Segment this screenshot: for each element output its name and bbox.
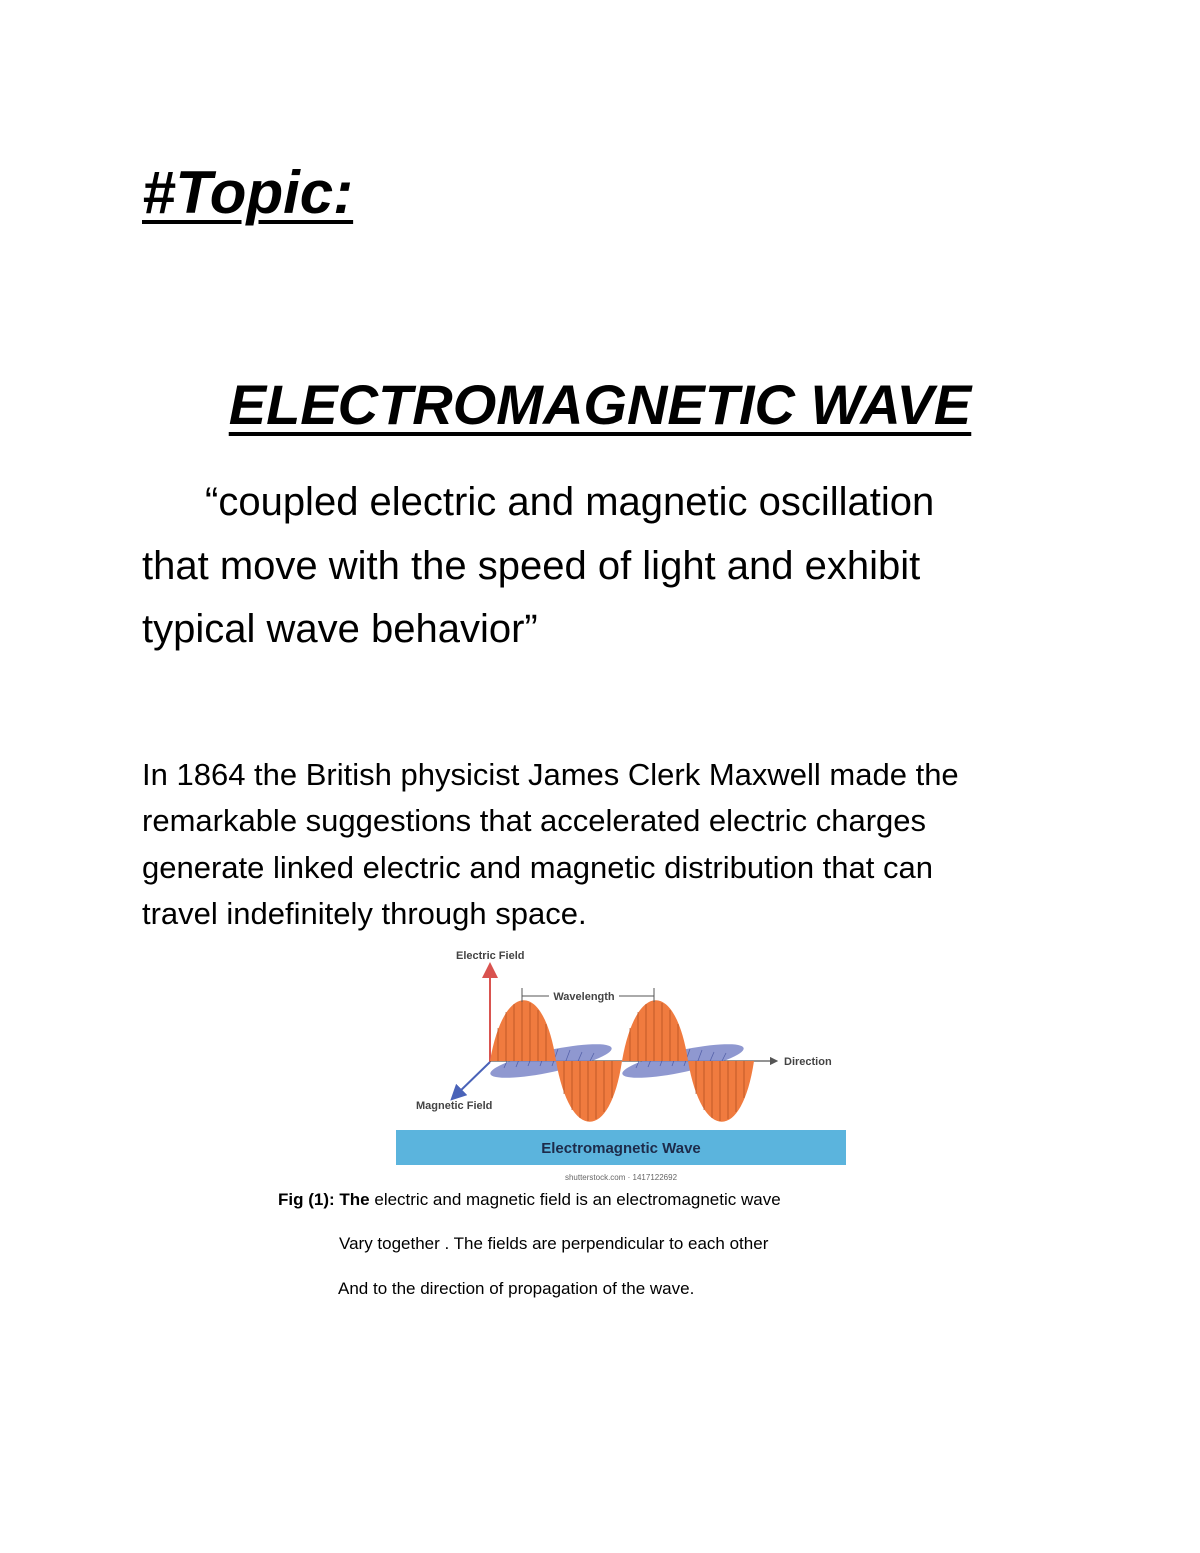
figure-caption-line-1	[278, 1191, 781, 1208]
caption-lead: The	[339, 1190, 370, 1209]
em-wave-figure	[394, 940, 854, 1188]
magnetic-field-arrow	[456, 1062, 490, 1095]
electric-wave	[490, 1000, 754, 1122]
topic-heading: #Topic:	[142, 159, 354, 226]
paragraph-line-3: generate linked electric and magnetic distribution that can	[142, 850, 933, 885]
electric-field-label: Electric Field	[456, 950, 525, 962]
magnetic-field-label: Magnetic Field	[416, 1100, 493, 1112]
definition-line-1: “coupled electric and magnetic oscillation	[205, 480, 935, 524]
wavelength-label: Wavelength	[553, 991, 615, 1003]
paragraph-line-1: In 1864 the British physicist James Clerk Maxwell made the	[142, 757, 959, 792]
em-wave-diagram	[394, 940, 854, 1188]
figure-caption-line-3: And to the direction of propagation of the wave.	[338, 1279, 695, 1298]
page-title: ELECTROMAGNETIC WAVE	[228, 373, 972, 436]
definition-line-3: typical wave behavior”	[142, 607, 538, 651]
caption-label: Fig (1):	[278, 1190, 335, 1209]
paragraph-line-2: remarkable suggestions that accelerated electric charges	[142, 803, 927, 838]
figure-caption-line-2: Vary together . The fields are perpendicular to each other	[339, 1234, 769, 1253]
caption-line-1-rest: electric and magnetic field is an electromagnetic wave	[374, 1190, 781, 1209]
definition-line-2: that move with the speed of light and exhibit	[142, 544, 921, 588]
banner-label: Electromagnetic Wave	[541, 1140, 701, 1157]
paragraph-line-4: travel indefinitely through space.	[142, 896, 587, 931]
watermark: shutterstock.com · 1417122692	[564, 1173, 678, 1182]
direction-label: Direction	[784, 1056, 832, 1068]
